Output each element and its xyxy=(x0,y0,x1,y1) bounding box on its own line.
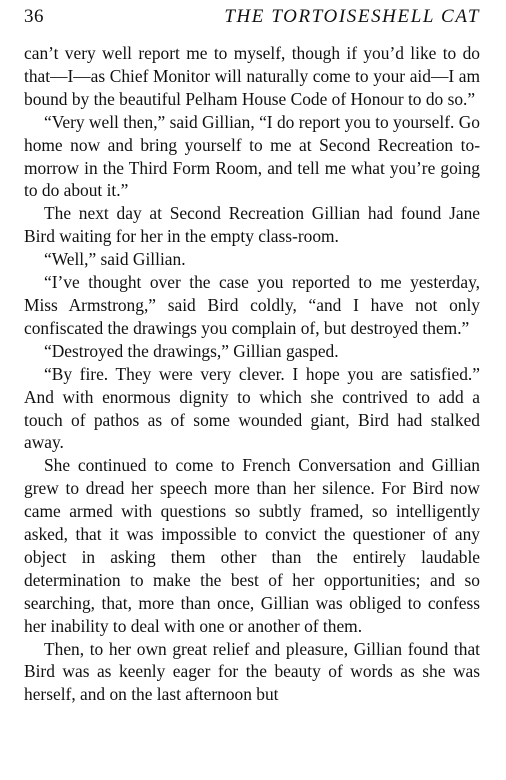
paragraph-1: can’t very well report me to myself, though if you’d like to do that—I—as Chief Monitor will naturally come to your aid—I am bound by the beautiful Pelham House Code of Honour to do so.” xyxy=(24,43,480,109)
book-page xyxy=(24,6,480,706)
running-head xyxy=(24,6,480,34)
paragraph-4: “Well,” said Gillian. xyxy=(44,249,186,270)
paragraph-5: “I’ve thought over the case you reported to me yesterday, Miss Armstrong,” said Bird coldly, “and I have not only confiscated the drawings you complain of, but destroyed them.” xyxy=(24,272,480,338)
page-number: 36 xyxy=(24,6,44,27)
paragraph-7: “By fire. They were very clever. I hope you are satisfied.” And with enormous dignity to which she contrived to add a touch of pathos as of some wounded giant, Bird had stalked away. xyxy=(24,363,480,453)
book-title: THE TORTOISESHELL CAT xyxy=(224,6,480,27)
paragraph-9: Then, to her own great relief and pleasure, Gillian found that Bird was as keenly eager for the beauty of words as she was herself, and on the last afternoon but xyxy=(24,638,480,705)
paragraph-8: She continued to come to French Conversation and Gillian grew to dread her speech more than her silence. For Bird now came armed with questions so subtly framed, so intelligently asked, that it was impossible to convict the questioner of any object in asking them other than the entirely laudable determination to make the best of her opportunities; and so searching, that, more than once, Gillian was obliged to confess her inability to deal with one or another of them. xyxy=(24,455,480,636)
paragraph-6: “Destroyed the drawings,” Gillian gasped. xyxy=(44,340,339,361)
body-text xyxy=(24,42,480,706)
paragraph-3: The next day at Second Recreation Gillian had found Jane Bird waiting for her in the empty class-room. xyxy=(24,203,480,247)
paragraph-2: “Very well then,” said Gillian, “I do report you to yourself. Go home now and bring yourself to me at Second Recreation to-morrow in the Third Form Room, and tell me what you’re going to do about it.” xyxy=(24,111,480,201)
